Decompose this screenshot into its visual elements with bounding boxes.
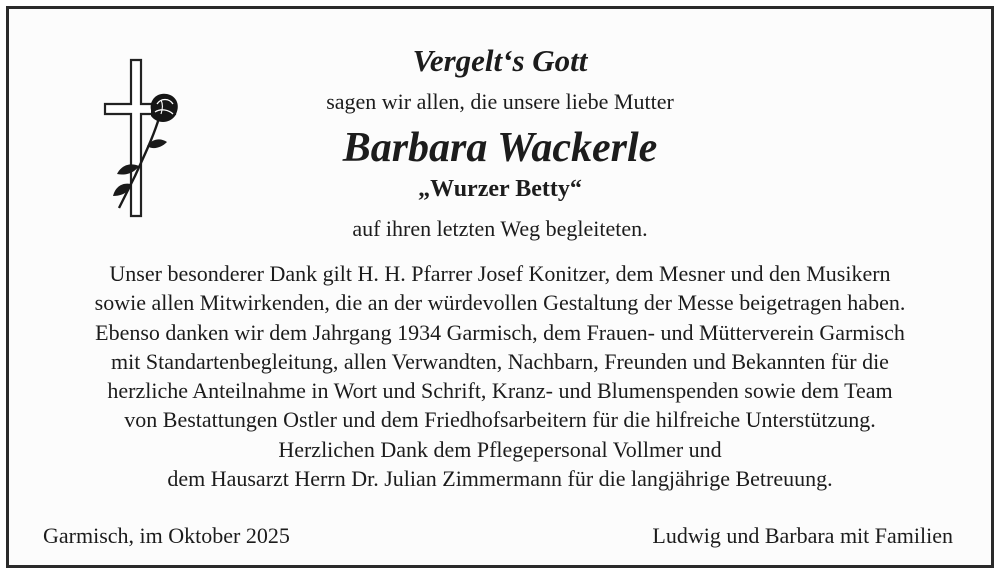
- body-line: herzliche Anteilnahme in Wort und Schrift, Kranz- und Blumenspenden sowie dem Team: [107, 378, 893, 404]
- body-line: sowie allen Mitwirkenden, die an der würdevollen Gestaltung der Messe beigetragen haben.: [94, 290, 906, 316]
- obituary-card: [6, 6, 994, 568]
- deceased-name: Barbara Wackerle: [342, 125, 658, 171]
- headline: Vergelt‘s Gott: [412, 43, 588, 78]
- nickname: „Wurzer Betty“: [418, 176, 582, 202]
- signature: Ludwig und Barbara mit Familien: [652, 523, 953, 548]
- body-line: dem Hausarzt Herrn Dr. Julian Zimmermann für die langjährige Betreuung.: [167, 466, 833, 492]
- intro-text: sagen wir allen, die unsere liebe Mutter: [326, 89, 674, 114]
- place-date: Garmisch, im Oktober 2025: [43, 523, 290, 548]
- thanks-body: [9, 259, 991, 493]
- body-line: Herzlichen Dank dem Pflegepersonal Vollmer und: [278, 436, 722, 462]
- body-line: von Bestattungen Ostler und dem Friedhofsarbeitern für die hilfreiche Unterstützung.: [124, 407, 876, 433]
- body-line: mit Standartenbegleitung, allen Verwandten, Nachbarn, Freunden und Bekannten für die: [111, 348, 889, 374]
- body-line: Unser besonderer Dank gilt H. H. Pfarrer Josef Konitzer, dem Mesner und den Musikern: [109, 261, 891, 286]
- body-line: Ebenso danken wir dem Jahrgang 1934 Garmisch, dem Frauen- und Mütterverein Garmisch: [95, 319, 905, 345]
- closing-line: auf ihren letzten Weg begleiteten.: [352, 216, 648, 241]
